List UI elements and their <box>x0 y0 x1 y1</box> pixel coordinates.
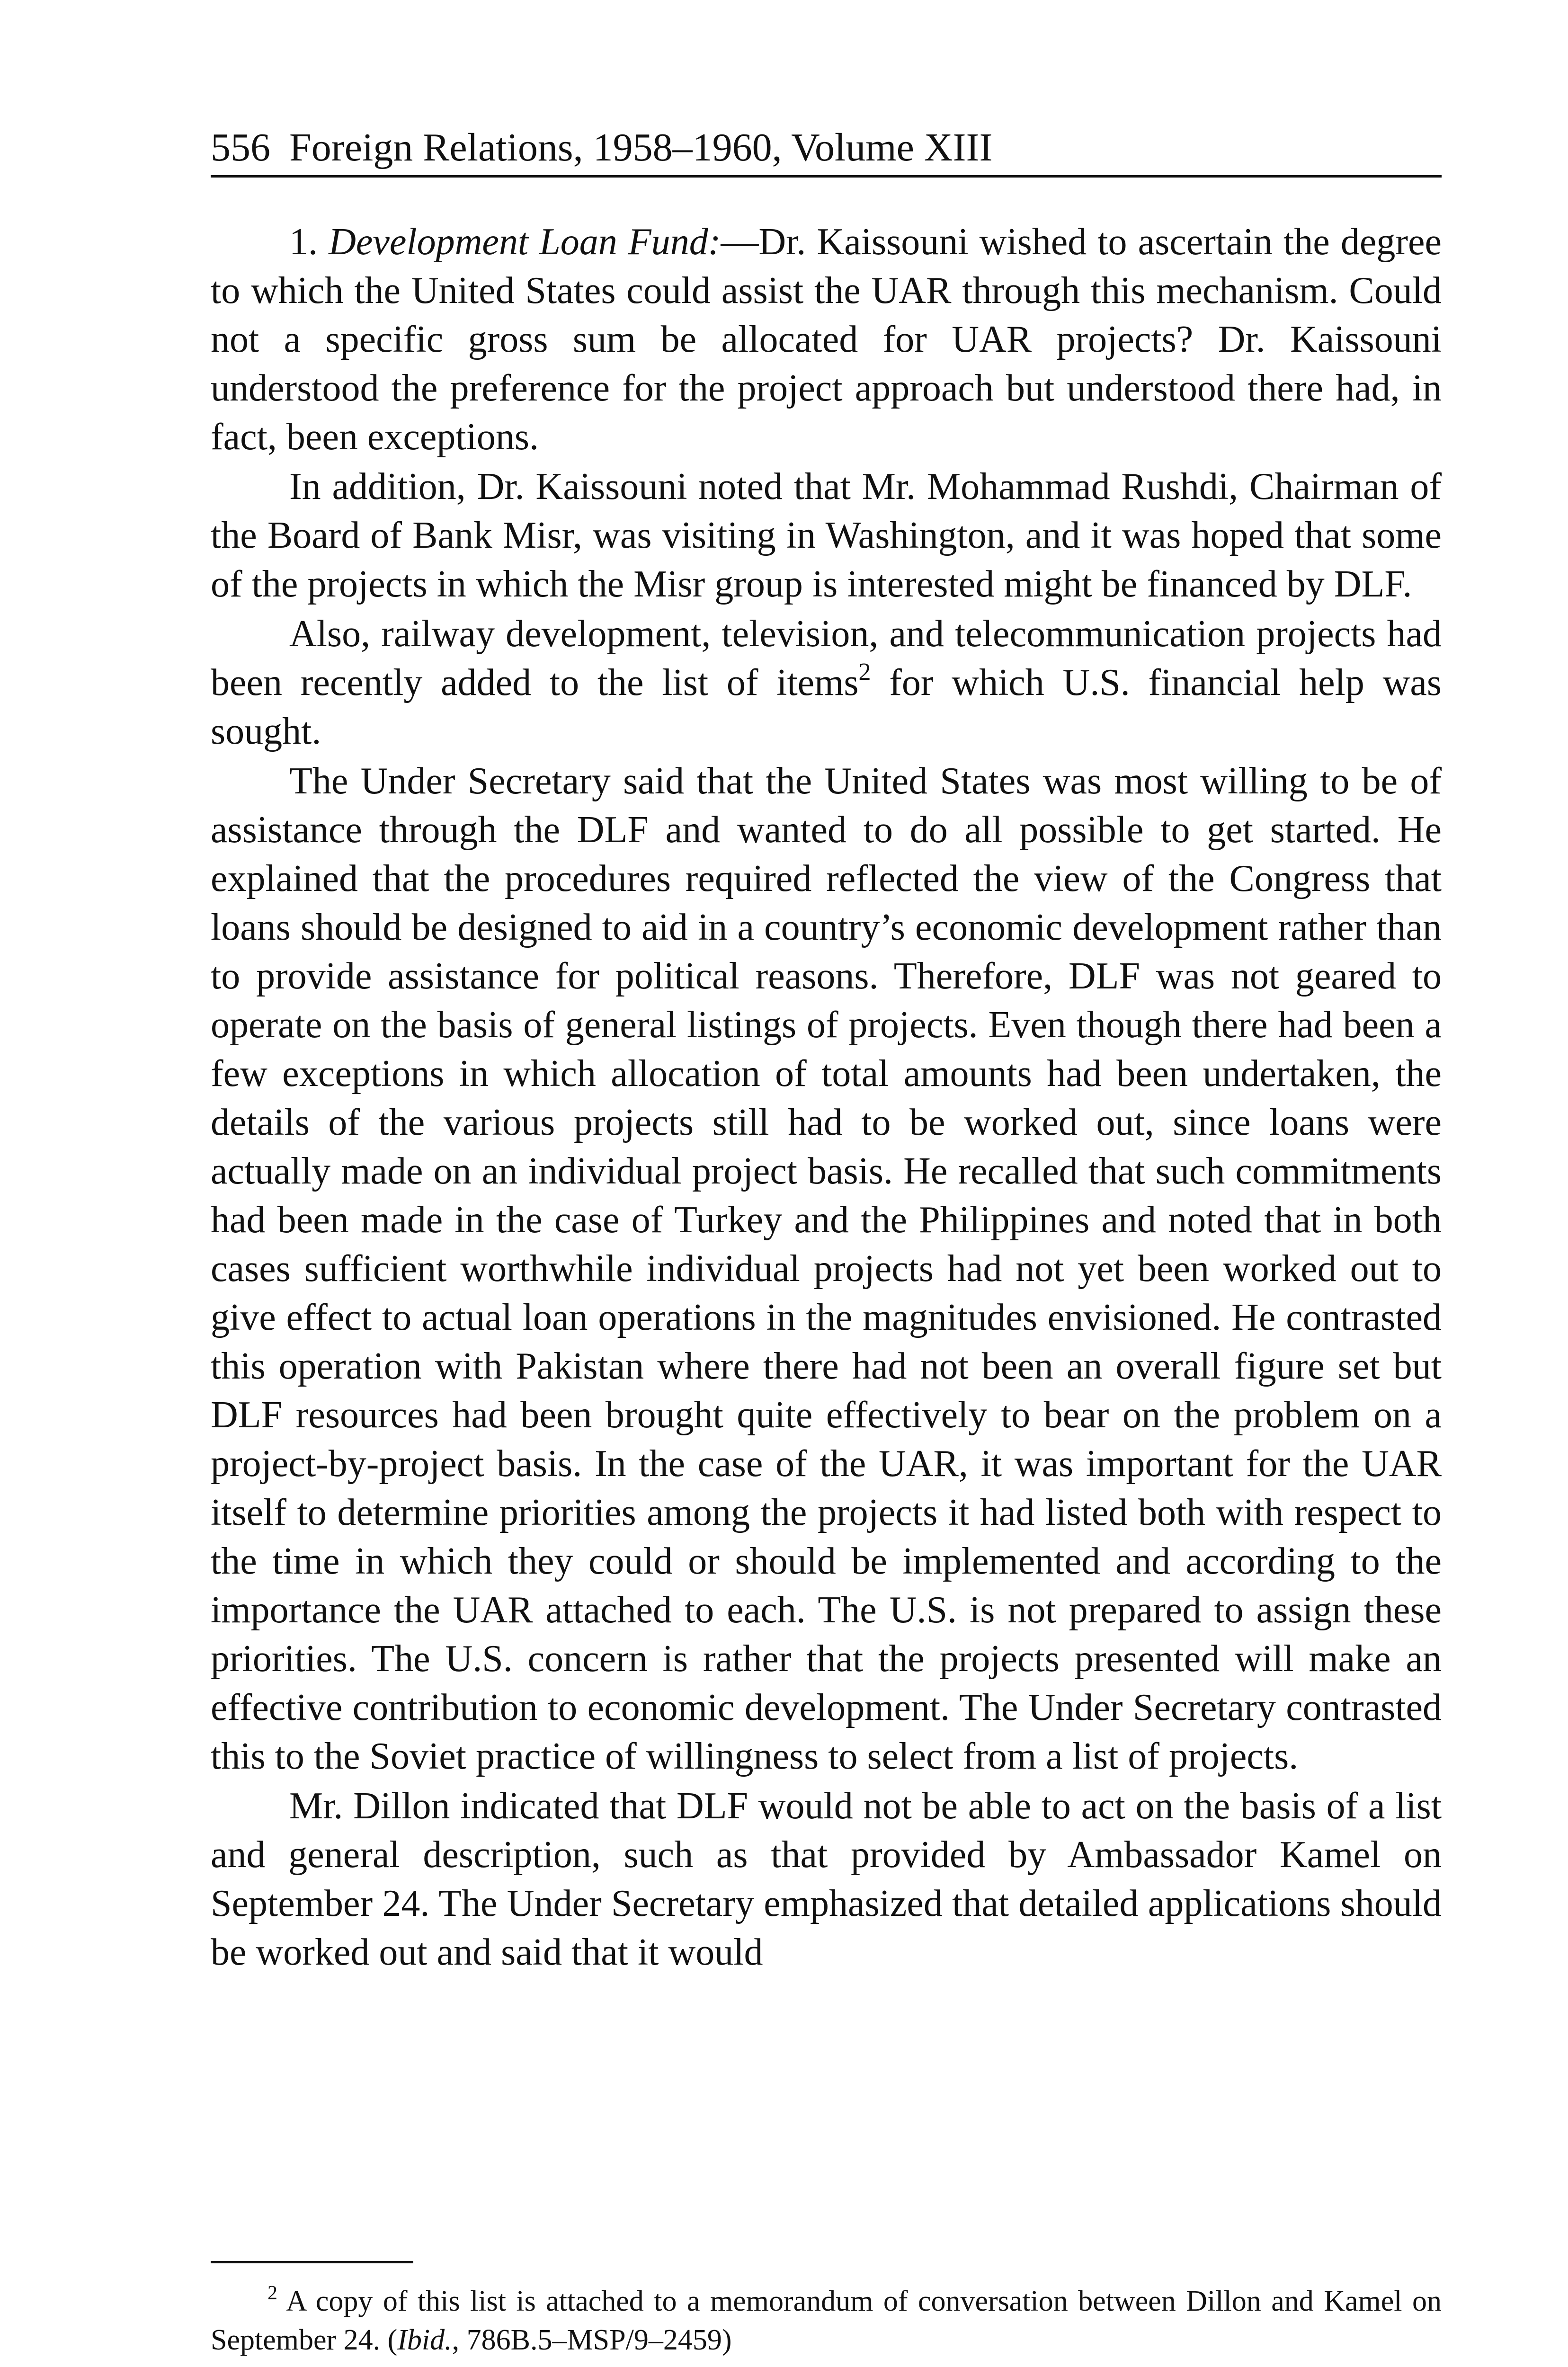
footnote <box>211 2282 1442 2359</box>
running-title: Foreign Relations, 1958–1960, Volume XIII <box>289 125 993 169</box>
footnote-marker: 2 <box>267 2282 277 2304</box>
footnote-reference: 2 <box>858 658 871 685</box>
paragraph-projects-list <box>211 610 1442 756</box>
header-rule <box>211 175 1442 178</box>
paragraph-text: for which U.S. financial help was sought. <box>211 662 1442 752</box>
item-number: 1. <box>289 221 329 263</box>
paragraph-text: —Dr. Kaissouni wished to ascertain the degree to which the United States could assist the UAR through this mechanism. Could not a specific gross sum be allocated for UAR projects? Dr. Kaissouni understood the preference for the project approach but understood there had, in fact, been exceptions. <box>211 221 1442 458</box>
paragraph-development-loan-fund <box>211 218 1442 462</box>
paragraph-rushdi: In addition, Dr. Kaissouni noted that Mr. Mohammad Rushdi, Chairman of the Board of Bank Misr, was visiting in Washington, and it was hoped that some of the projects in which the Misr group is interested might be financed by DLF. <box>211 466 1442 605</box>
paragraph-dillon: Mr. Dillon indicated that DLF would not be able to act on the basis of a list and general description, such as that provided by Ambassador Kamel on September 24. The Under Secretary emphasized that detailed applications should be worked out and said that it would <box>211 1785 1442 1973</box>
footnote-ibid: Ibid. <box>397 2324 452 2356</box>
item-heading: Development Loan Fund: <box>329 221 721 263</box>
footnote-rule <box>211 2261 413 2263</box>
page-number: 556 <box>211 125 270 169</box>
footnote-citation: , 786B.5–MSP/9–2459) <box>452 2324 732 2356</box>
paragraph-under-secretary: The Under Secretary said that the United States was most willing to be of assistance through the DLF and wanted to do all possible to get started. He explained that the procedures required reflected the view of the Congress that loans should be designed to aid in a country’s economic development rather than to provide assistance for political reasons. Therefore, DLF was not geared to operate on the basis of general listings of projects. Even though there had been a few exceptions in which allocation of total amounts had been undertaken, the details of the various projects still had to be worked out, since loans were actually made on an individual project basis. He recalled that such commitments had been made in the case of Turkey and the Philippines and noted that in both cases sufficient worthwhile individual projects had not yet been worked out to give effect to actual loan operations in the magnitudes envisioned. He contrasted this operation with Pakistan where there had not been an overall figure set but DLF resources had been brought quite effectively to bear on the problem on a project-by-project basis. In the case of the UAR, it was important for the UAR itself to determine priorities among the projects it had listed both with respect to the time in which they could or should be implemented and according to the importance the UAR attached to each. The U.S. is not prepared to assign these priorities. The U.S. concern is rather that the projects presented will make an effective contribution to economic development. The Under Secretary contrasted this to the Soviet practice of willingness to select from a list of projects. <box>211 760 1442 1777</box>
running-header <box>211 124 1442 171</box>
body-text <box>211 218 1442 1978</box>
paragraph-text: Also, railway development, television, and telecommunication projects had been recently added to the list of items <box>211 613 1442 703</box>
footnote-text: A copy of this list is attached to a memorandum of conversation between Dillon and Kamel on September 24. ( <box>211 2285 1442 2356</box>
